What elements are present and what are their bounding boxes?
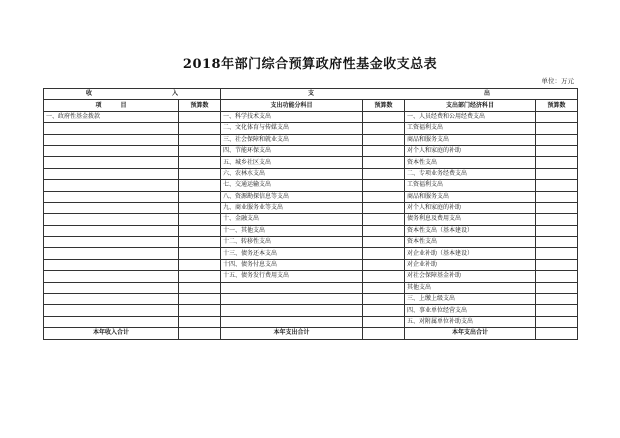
econ-item-cell: 其他支出 xyxy=(405,282,536,293)
econ-item-cell: 资本性支出 xyxy=(405,157,536,168)
func-budget-cell xyxy=(363,180,405,191)
econ-item-cell: 资本性支出 xyxy=(405,237,536,248)
income-budget-cell xyxy=(179,316,221,327)
income-item-cell xyxy=(44,237,179,248)
table-body xyxy=(44,89,578,340)
func-item-cell: 十、金融支出 xyxy=(221,214,363,225)
econ-item-cell: 对个人和家庭的补助 xyxy=(405,202,536,213)
income-item-cell xyxy=(44,134,179,145)
econ-item-cell: 四、事业单位经营支出 xyxy=(405,305,536,316)
func-item-cell: 七、交通运输支出 xyxy=(221,180,363,191)
econ-budget-cell xyxy=(536,134,578,145)
func-column-header: 支出功能分科目 xyxy=(221,100,363,111)
func-budget-column-header: 预算数 xyxy=(363,100,405,111)
econ-budget-cell xyxy=(536,180,578,191)
econ-budget-cell xyxy=(536,214,578,225)
table-row xyxy=(44,271,578,282)
income-budget-cell xyxy=(179,145,221,156)
func-budget-cell xyxy=(363,157,405,168)
table-row xyxy=(44,248,578,259)
income-item-cell xyxy=(44,271,179,282)
func-item-cell: 十四、债务付息支出 xyxy=(221,259,363,270)
econ-total-value xyxy=(536,328,578,339)
func-budget-cell xyxy=(363,123,405,134)
income-item-cell xyxy=(44,225,179,236)
table-row xyxy=(44,316,578,327)
func-item-cell: 一、科学技术支出 xyxy=(221,111,363,122)
income-budget-cell xyxy=(179,271,221,282)
income-budget-cell xyxy=(179,248,221,259)
table-row xyxy=(44,259,578,270)
income-item-cell: 一、政府性基金拨款 xyxy=(44,111,179,122)
income-item-cell xyxy=(44,180,179,191)
econ-budget-cell xyxy=(536,248,578,259)
func-budget-cell xyxy=(363,225,405,236)
econ-item-cell: 资本性支出（基本建设） xyxy=(405,225,536,236)
table-row xyxy=(44,191,578,202)
func-item-cell: 二、文化体育与传媒支出 xyxy=(221,123,363,134)
table-row xyxy=(44,294,578,305)
income-item-cell xyxy=(44,282,179,293)
func-budget-cell xyxy=(363,237,405,248)
table-row xyxy=(44,282,578,293)
econ-budget-cell xyxy=(536,191,578,202)
expense-group-header xyxy=(221,89,578,100)
econ-budget-cell xyxy=(536,145,578,156)
header-row-group xyxy=(44,89,578,100)
econ-budget-cell xyxy=(536,316,578,327)
func-item-cell: 五、城乡社区支出 xyxy=(221,157,363,168)
func-budget-cell xyxy=(363,202,405,213)
econ-item-cell: 商品和服务支出 xyxy=(405,191,536,202)
income-budget-cell xyxy=(179,214,221,225)
econ-item-cell: 对个人和家庭的补助 xyxy=(405,145,536,156)
func-item-cell xyxy=(221,305,363,316)
econ-item-cell: 三、上缴上级支出 xyxy=(405,294,536,305)
income-item-cell xyxy=(44,305,179,316)
econ-budget-cell xyxy=(536,157,578,168)
func-item-cell xyxy=(221,316,363,327)
table-row xyxy=(44,305,578,316)
income-item-cell xyxy=(44,248,179,259)
func-budget-cell xyxy=(363,168,405,179)
econ-item-cell: 一、人员经费和公用经费支出 xyxy=(405,111,536,122)
econ-column-header: 支出部门经济科目 xyxy=(405,100,536,111)
func-budget-cell xyxy=(363,282,405,293)
econ-item-cell: 五、对附属单位补助支出 xyxy=(405,316,536,327)
income-budget-cell xyxy=(179,294,221,305)
func-item-cell: 十二、转移性支出 xyxy=(221,237,363,248)
income-budget-cell xyxy=(179,305,221,316)
econ-budget-cell xyxy=(536,282,578,293)
func-budget-cell xyxy=(363,316,405,327)
func-budget-cell xyxy=(363,214,405,225)
income-budget-cell xyxy=(179,191,221,202)
expense-header-char-1: 支 xyxy=(308,90,315,98)
income-header-char-1: 收 xyxy=(85,90,92,98)
econ-budget-cell xyxy=(536,271,578,282)
income-item-cell xyxy=(44,145,179,156)
income-budget-cell xyxy=(179,123,221,134)
econ-item-cell: 对企业补助 xyxy=(405,259,536,270)
econ-item-cell: 商品和服务支出 xyxy=(405,134,536,145)
table-row xyxy=(44,237,578,248)
econ-budget-cell xyxy=(536,237,578,248)
income-item-cell xyxy=(44,294,179,305)
table-row xyxy=(44,214,578,225)
header-row-columns xyxy=(44,100,578,111)
income-item-cell xyxy=(44,157,179,168)
func-item-cell: 九、商业服务业等支出 xyxy=(221,202,363,213)
func-budget-cell xyxy=(363,294,405,305)
econ-budget-cell xyxy=(536,111,578,122)
func-budget-cell xyxy=(363,111,405,122)
table-row xyxy=(44,168,578,179)
income-item-cell xyxy=(44,168,179,179)
project-column-header xyxy=(44,100,179,111)
income-budget-cell xyxy=(179,237,221,248)
unit-label: 单位：万元 xyxy=(541,77,574,85)
econ-budget-cell xyxy=(536,294,578,305)
func-budget-cell xyxy=(363,271,405,282)
income-item-cell xyxy=(44,123,179,134)
income-group-header xyxy=(44,89,221,100)
table-row xyxy=(44,157,578,168)
income-budget-cell xyxy=(179,180,221,191)
income-total-value xyxy=(179,328,221,339)
budget-table xyxy=(43,88,578,340)
table-row xyxy=(44,202,578,213)
func-item-cell: 四、节能环保支出 xyxy=(221,145,363,156)
econ-item-cell: 工资福利支出 xyxy=(405,123,536,134)
econ-budget-cell xyxy=(536,259,578,270)
project-header-char-1: 项 xyxy=(95,101,102,109)
econ-budget-cell xyxy=(536,305,578,316)
func-item-cell xyxy=(221,282,363,293)
project-header-char-2: 目 xyxy=(120,101,127,109)
func-budget-cell xyxy=(363,259,405,270)
econ-total-label: 本年支出合计 xyxy=(405,328,536,339)
table-row xyxy=(44,180,578,191)
econ-item-cell: 工资福利支出 xyxy=(405,180,536,191)
table-row xyxy=(44,145,578,156)
table-row xyxy=(44,134,578,145)
func-item-cell: 十一、其他支出 xyxy=(221,225,363,236)
table-row xyxy=(44,225,578,236)
income-header-char-2: 入 xyxy=(171,90,178,98)
income-budget-cell xyxy=(179,202,221,213)
func-item-cell: 六、农林水支出 xyxy=(221,168,363,179)
income-item-cell xyxy=(44,316,179,327)
income-budget-cell xyxy=(179,282,221,293)
income-budget-cell xyxy=(179,259,221,270)
func-item-cell: 十五、债务发行费用支出 xyxy=(221,271,363,282)
table-row xyxy=(44,111,578,122)
income-item-cell xyxy=(44,202,179,213)
income-budget-cell xyxy=(179,157,221,168)
table-row xyxy=(44,123,578,134)
func-budget-cell xyxy=(363,134,405,145)
func-budget-cell xyxy=(363,191,405,202)
income-item-cell xyxy=(44,259,179,270)
econ-budget-cell xyxy=(536,123,578,134)
econ-budget-column-header: 预算数 xyxy=(536,100,578,111)
func-total-value xyxy=(363,328,405,339)
income-item-cell xyxy=(44,191,179,202)
econ-item-cell: 对企业补助（基本建设） xyxy=(405,248,536,259)
expense-header-char-2: 出 xyxy=(484,90,491,98)
income-item-cell xyxy=(44,214,179,225)
income-budget-cell xyxy=(179,168,221,179)
econ-budget-cell xyxy=(536,168,578,179)
econ-item-cell: 对社会保障基金补助 xyxy=(405,271,536,282)
econ-item-cell: 二、专项业务经费支出 xyxy=(405,168,536,179)
income-budget-cell xyxy=(179,111,221,122)
income-budget-column-header: 预算数 xyxy=(179,100,221,111)
func-total-label: 本年支出合计 xyxy=(221,328,363,339)
income-budget-cell xyxy=(179,134,221,145)
func-item-cell: 十三、债务还本支出 xyxy=(221,248,363,259)
func-item-cell: 八、资源勘探信息等支出 xyxy=(221,191,363,202)
income-total-label: 本年收入合计 xyxy=(44,328,179,339)
func-item-cell: 三、社会保障和就业支出 xyxy=(221,134,363,145)
page-title: 2018年部门综合预算政府性基金收支总表 xyxy=(182,57,438,72)
func-budget-cell xyxy=(363,248,405,259)
income-budget-cell xyxy=(179,225,221,236)
econ-budget-cell xyxy=(536,202,578,213)
econ-budget-cell xyxy=(536,225,578,236)
econ-item-cell: 债务利息及费用支出 xyxy=(405,214,536,225)
func-budget-cell xyxy=(363,145,405,156)
total-row xyxy=(44,328,578,339)
func-item-cell xyxy=(221,294,363,305)
func-budget-cell xyxy=(363,305,405,316)
